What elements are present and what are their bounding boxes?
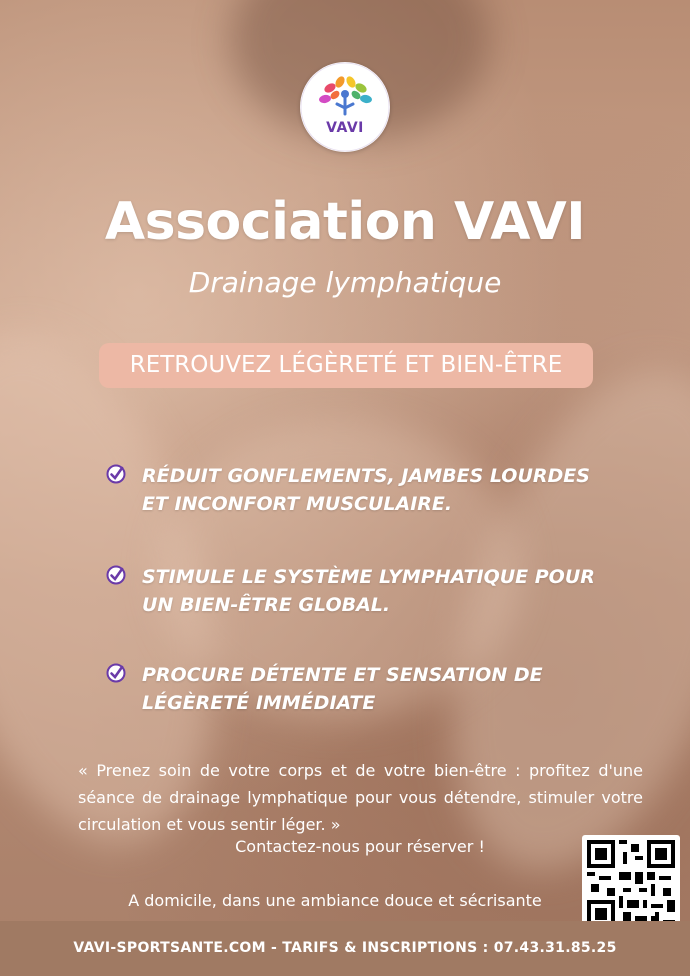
domicile-text: A domicile, dans une ambiance douce et sécrisante [128, 891, 542, 910]
tree-logo-icon [300, 62, 390, 152]
footer-contact: VAVI-SPORTSANTE.COM - TARIFS & INSCRIPTIONS : 07.43.31.85.25 [73, 940, 617, 956]
logo-text: VAVI [326, 120, 364, 136]
qr-code[interactable] [582, 835, 680, 933]
page-title: Association VAVI [104, 192, 586, 252]
quote-text: « Prenez soin de votre corps et de votre bien-être : profitez d'une séance de drainage lymphatique pour vous détendre, stimuler votre circulation et vous sentir léger. » [78, 761, 643, 834]
tagline-banner: RETROUVEZ LÉGÈRETÉ ET BIEN-ÊTRE [99, 343, 593, 388]
vavi-logo [300, 62, 390, 152]
check-circle-icon [106, 565, 126, 585]
benefit-text: STIMULE LE SYSTÈME LYMPHATIQUE POUR UN BIEN-ÊTRE GLOBAL. [142, 566, 595, 616]
footer-bar [0, 921, 690, 976]
qr-code-icon [587, 840, 675, 928]
page-subtitle: Drainage lymphatique [188, 266, 502, 299]
benefit-text: PROCURE DÉTENTE ET SENSATION DE LÉGÈRETÉ IMMÉDIATE [142, 664, 543, 714]
benefit-text: RÉDUIT GONFLEMENTS, JAMBES LOURDES ET INCONFORT MUSCULAIRE. [142, 465, 590, 515]
check-circle-icon [106, 663, 126, 683]
contact-text: Contactez-nous pour réserver ! [235, 837, 485, 856]
check-circle-icon [106, 464, 126, 484]
